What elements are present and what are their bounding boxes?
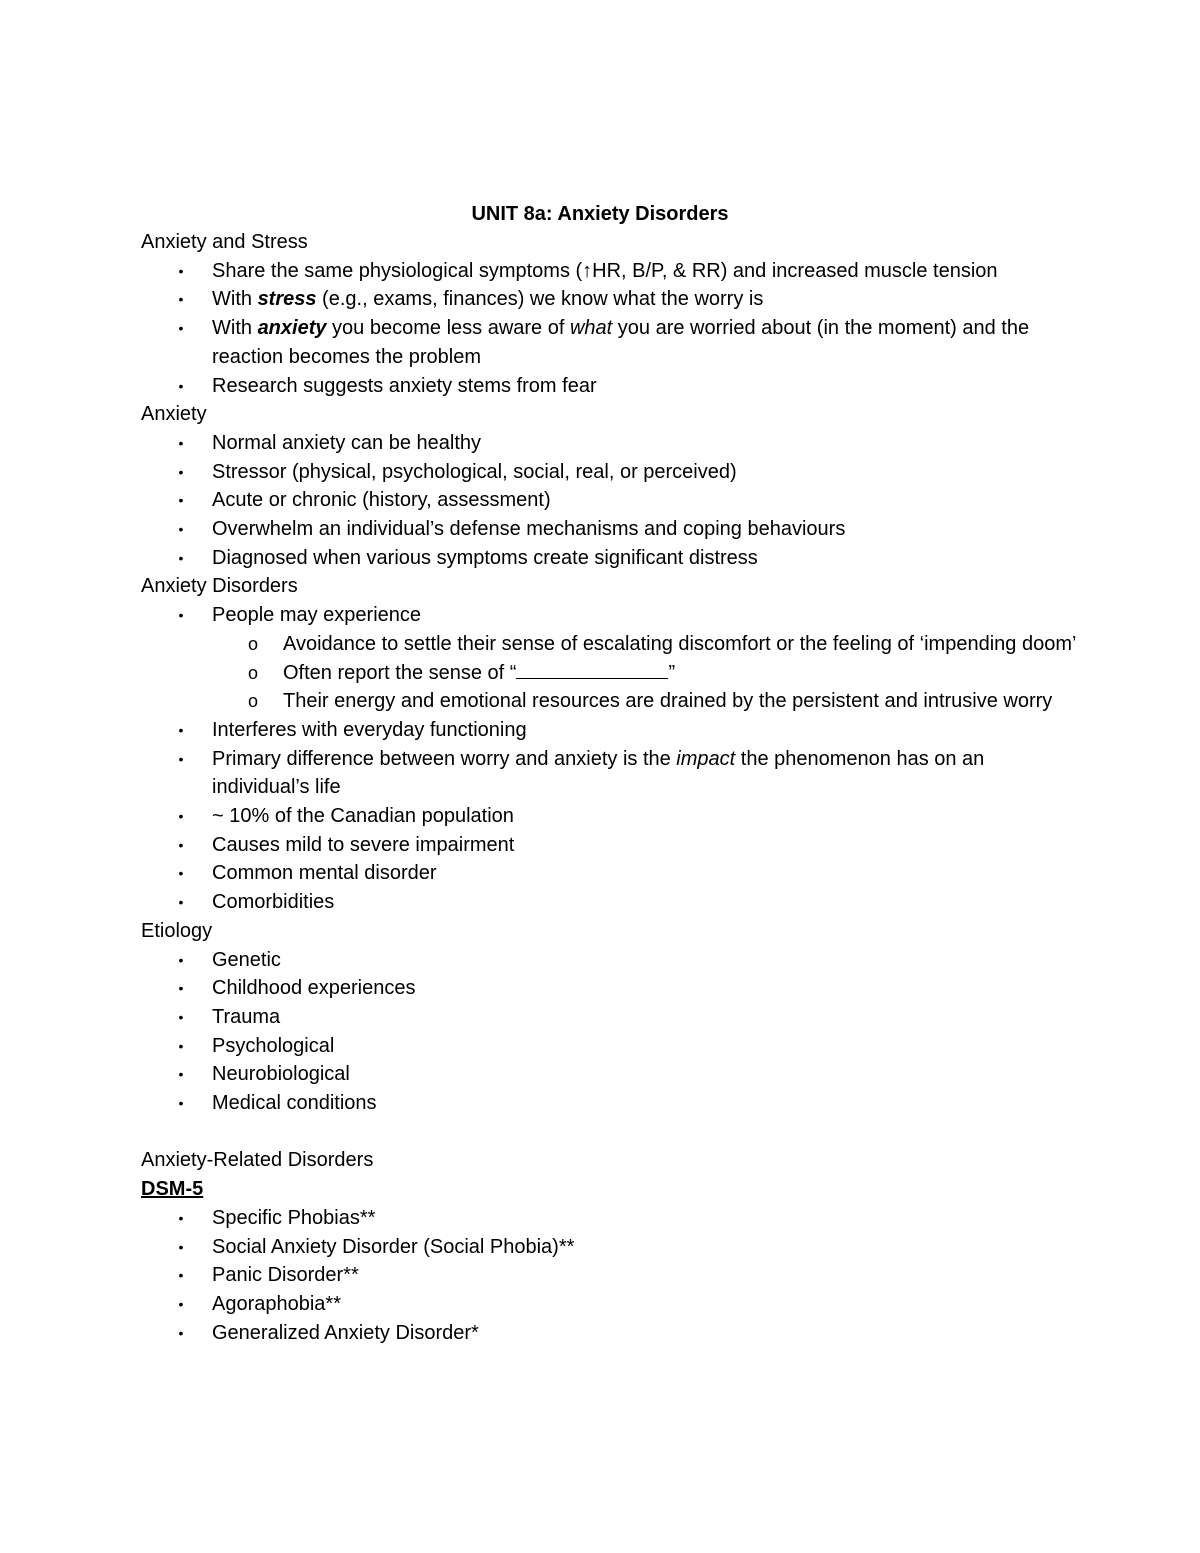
list-item: • Panic Disorder** <box>212 1261 1081 1290</box>
list-item: • Normal anxiety can be healthy <box>212 429 1081 458</box>
fill-in-blank <box>516 661 668 679</box>
bullet-icon: • <box>178 549 184 566</box>
list-item: • Diagnosed when various symptoms create significant distress <box>212 544 1081 573</box>
bullet-icon: • <box>178 377 184 394</box>
list-item: • Specific Phobias** <box>212 1204 1081 1233</box>
page-title: UNIT 8a: Anxiety Disorders <box>471 203 729 225</box>
section-heading-anxiety-related: Anxiety-Related Disorders <box>141 1149 374 1172</box>
section-heading-anxiety-stress: Anxiety and Stress <box>141 231 308 253</box>
bullet-icon: • <box>178 1095 184 1112</box>
bullet-icon: • <box>178 894 184 911</box>
list-item: • Agoraphobia** <box>212 1290 1081 1319</box>
bullet-icon: • <box>178 521 184 538</box>
bullet-icon: • <box>178 808 184 825</box>
bullet-icon: • <box>178 463 184 480</box>
list-item: • Trauma <box>212 1003 1081 1032</box>
bullet-icon: • <box>178 980 184 997</box>
list-item: • Social Anxiety Disorder (Social Phobia)** <box>212 1233 1081 1262</box>
sub-bullet-icon: o <box>248 633 259 654</box>
bullet-icon: • <box>178 262 184 279</box>
bullet-icon: • <box>178 750 184 767</box>
list-item: • Comorbidities <box>212 888 1081 917</box>
list-item: • Stressor (physical, psychological, social, real, or perceived) <box>212 458 1081 487</box>
document-body <box>141 228 1081 1347</box>
etiology-list <box>141 946 1081 1118</box>
bullet-icon: • <box>178 836 184 853</box>
bullet-icon: • <box>178 721 184 738</box>
anxiety-list <box>141 429 1081 573</box>
sub-list-item: o Their energy and emotional resources are drained by the persistent and intrusive worry <box>283 687 1081 716</box>
bullet-icon: • <box>178 1324 184 1341</box>
sub-bullet-icon: o <box>248 691 259 712</box>
bullet-icon: • <box>178 320 184 337</box>
list-item: • Interferes with everyday functioning <box>212 716 1081 745</box>
list-item: • Common mental disorder <box>212 859 1081 888</box>
list-item: • Generalized Anxiety Disorder* <box>212 1319 1081 1348</box>
list-item: • Research suggests anxiety stems from fear <box>212 372 1081 401</box>
sub-list-item: o Often report the sense of “ ” <box>283 659 1081 688</box>
list-item: • Share the same physiological symptoms (↑HR, B/P, & RR) and increased muscle tension <box>212 257 1081 286</box>
section-heading-anxiety-disorders: Anxiety Disorders <box>141 575 298 598</box>
bullet-icon: • <box>178 1037 184 1054</box>
section-heading-etiology: Etiology <box>141 919 213 942</box>
bullet-icon: • <box>178 1066 184 1083</box>
bullet-icon: • <box>178 291 184 308</box>
list-item: • Primary difference between worry and anxiety is the impact the phenomenon has on an individual’s life <box>212 745 1081 802</box>
list-item: • Medical conditions <box>212 1089 1081 1118</box>
list-item: • Psychological <box>212 1032 1081 1061</box>
list-item: • Childhood experiences <box>212 974 1081 1003</box>
list-item: • Overwhelm an individual’s defense mechanisms and coping behaviours <box>212 515 1081 544</box>
bullet-icon: • <box>178 434 184 451</box>
sub-list-item: o Avoidance to settle their sense of escalating discomfort or the feeling of ‘impending doom’ <box>283 630 1081 659</box>
bullet-icon: • <box>178 1008 184 1025</box>
list-item: • ~ 10% of the Canadian population <box>212 802 1081 831</box>
sub-list <box>212 630 1081 716</box>
list-item: • With anxiety you become less aware of what you are worried about (in the moment) and the reaction becomes the problem <box>212 314 1081 371</box>
bullet-icon: • <box>178 951 184 968</box>
anxiety-disorders-list <box>141 601 1081 917</box>
list-item: • Acute or chronic (history, assessment) <box>212 486 1081 515</box>
related-disorders-list <box>141 1204 1081 1348</box>
list-item: • People may experience o Avoidance to settle their sense of escalating discomfort or the feeling of ‘impending doom’ o Often report the sense of “ ” o Their energy and emotional resources are drained by the persistent and intrusive worry <box>212 601 1081 716</box>
bullet-icon: • <box>178 1296 184 1312</box>
list-item: • With stress (e.g., exams, finances) we know what the worry is <box>212 285 1081 314</box>
list-item: • Genetic <box>212 946 1081 975</box>
bullet-icon: • <box>178 1267 184 1284</box>
anxiety-stress-list <box>141 257 1081 401</box>
bullet-icon: • <box>178 865 184 882</box>
dsm-heading: DSM-5 <box>141 1178 204 1201</box>
bullet-icon: • <box>178 607 184 624</box>
blank-line <box>141 1118 1081 1147</box>
bullet-icon: • <box>178 1238 184 1255</box>
section-heading-anxiety: Anxiety <box>141 403 207 426</box>
list-item: • Neurobiological <box>212 1060 1081 1089</box>
bullet-icon: • <box>178 1209 184 1226</box>
list-item: • Causes mild to severe impairment <box>212 831 1081 860</box>
sub-bullet-icon: o <box>248 662 259 683</box>
bullet-icon: • <box>178 492 184 509</box>
